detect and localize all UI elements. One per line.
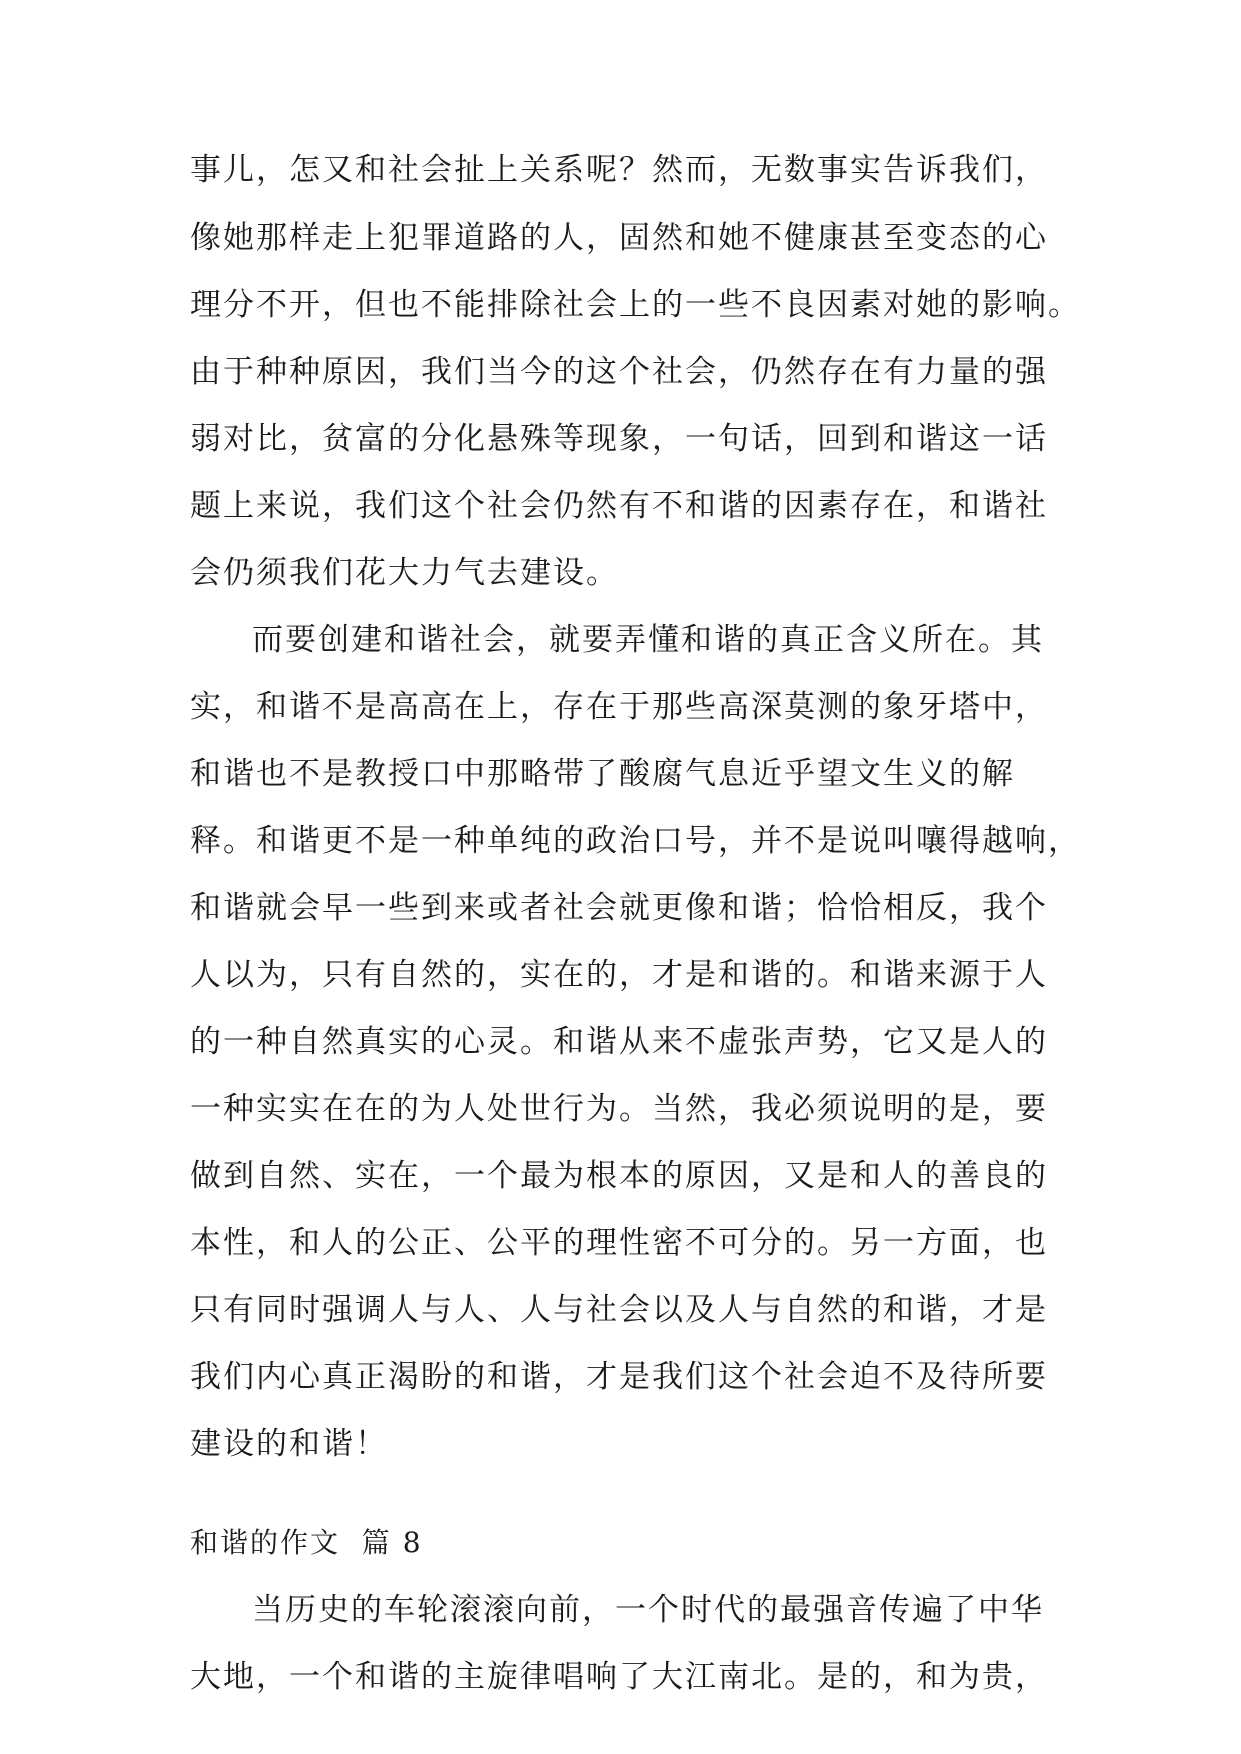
paragraph-first-line: 而要创建和谐社会，就要弄懂和谐的真正含义所在。其 (252, 622, 1044, 658)
paragraph-line: 和谐也不是教授口中那略带了酸腐气息近乎望文生义的解 (190, 756, 1015, 792)
paragraph-line: 由于种种原因，我们当今的这个社会，仍然存在有力量的强 (190, 354, 1048, 390)
paragraph-line: 像她那样走上犯罪道路的人，固然和她不健康甚至变态的心 (190, 220, 1048, 256)
paragraph-line: 实，和谐不是高高在上，存在于那些高深莫测的象牙塔中， (190, 689, 1048, 725)
paragraph-line: 弱对比，贫富的分化悬殊等现象，一句话，回到和谐这一话 (190, 421, 1048, 457)
paragraph-line: 理分不开，但也不能排除社会上的一些不良因素对她的影响。 (190, 287, 1081, 323)
paragraph-line: 一种实实在在的为人处世行为。当然，我必须说明的是，要 (190, 1091, 1048, 1127)
paragraph-line: 和谐就会早一些到来或者社会就更像和谐；恰恰相反，我个 (190, 890, 1048, 926)
paragraph-line: 大地，一个和谐的主旋律唱响了大江南北。是的，和为贵， (190, 1659, 1048, 1695)
paragraph-line: 建设的和谐！ (190, 1426, 388, 1462)
paragraph-first-line: 当历史的车轮滚滚向前，一个时代的最强音传遍了中华 (252, 1592, 1044, 1628)
paragraph-line: 做到自然、实在，一个最为根本的原因，又是和人的善良的 (190, 1158, 1048, 1194)
paragraph-line: 会仍须我们花大力气去建设。 (190, 555, 619, 591)
paragraph-line: 的一种自然真实的心灵。和谐从来不虚张声势，它又是人的 (190, 1024, 1048, 1060)
paragraph-line: 只有同时强调人与人、人与社会以及人与自然的和谐，才是 (190, 1292, 1048, 1328)
paragraph-line: 释。和谐更不是一种单纯的政治口号，并不是说叫嚷得越响， (190, 823, 1081, 859)
paragraph-line: 本性，和人的公正、公平的理性密不可分的。另一方面，也 (190, 1225, 1048, 1261)
paragraph-line: 我们内心真正渴盼的和谐，才是我们这个社会迫不及待所要 (190, 1359, 1048, 1395)
section-heading: 和谐的作文 篇 8 (190, 1526, 423, 1559)
paragraph-line: 事儿，怎又和社会扯上关系呢？然而，无数事实告诉我们， (190, 152, 1048, 188)
paragraph-line: 人以为，只有自然的，实在的，才是和谐的。和谐来源于人 (190, 957, 1048, 993)
paragraph-line: 题上来说，我们这个社会仍然有不和谐的因素存在，和谐社 (190, 488, 1048, 524)
